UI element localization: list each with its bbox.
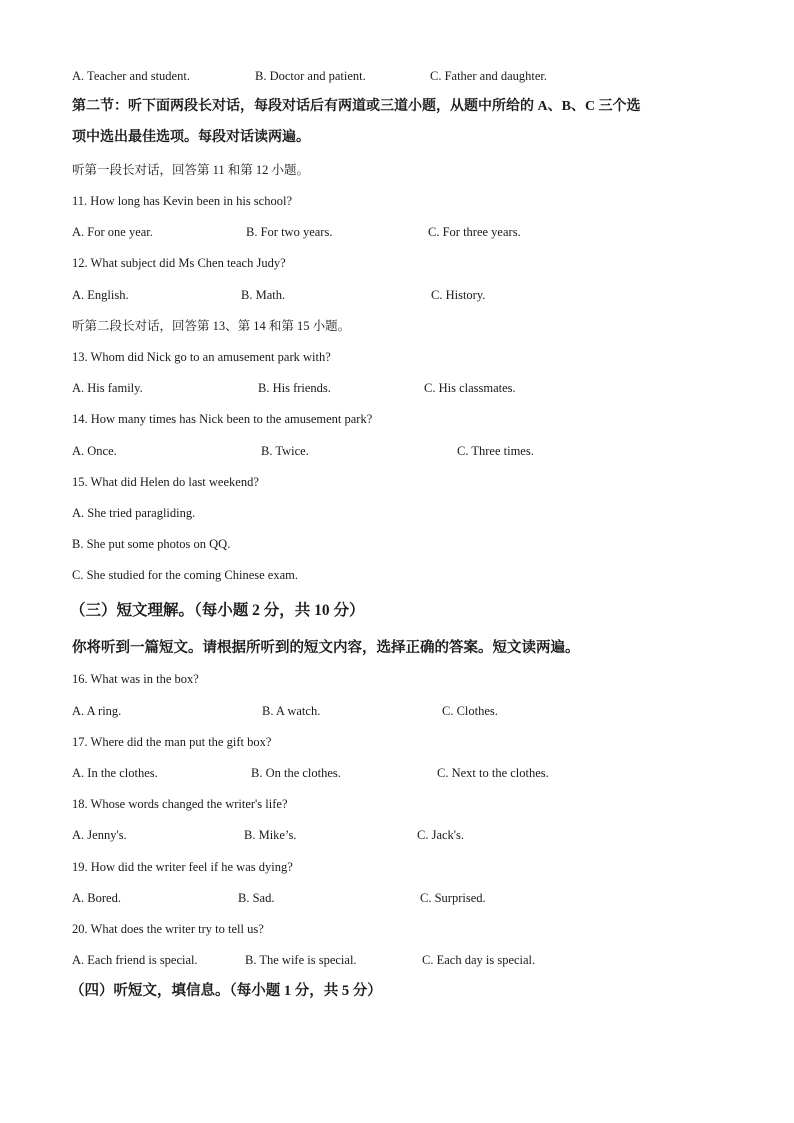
dialog1-intro: 听第一段长对话，回答第 11 和第 12 小题。 [72,163,310,177]
q20-option-b: B. The wife is special. [245,953,357,967]
q14-text: 14. How many times has Nick been to the amusement park? [72,412,373,426]
q20-text: 20. What does the writer try to tell us? [72,922,264,936]
q17-option-a: A. In the clothes. [72,766,158,780]
q13-option-a: A. His family. [72,381,143,395]
q16-option-b: B. A watch. [262,704,321,718]
q12-option-c: C. History. [431,288,486,302]
q19-text: 19. How did the writer feel if he was dying? [72,860,293,874]
q13-option-b: B. His friends. [258,381,331,395]
q20-option-a: A. Each friend is special. [72,953,198,967]
q15-option-b: B. She put some photos on QQ. [72,537,231,551]
q14-option-c: C. Three times. [457,444,534,458]
q19-option-c: C. Surprised. [420,891,486,905]
q18-option-a: A. Jenny's. [72,828,127,842]
q19-option-a: A. Bored. [72,891,121,905]
q16-option-c: C. Clothes. [442,704,498,718]
q13-option-c: C. His classmates. [424,381,516,395]
q14-option-a: A. Once. [72,444,117,458]
dialog2-intro: 听第二段长对话，回答第 13、第 14 和第 15 小题。 [72,319,351,333]
section3-instruction: 你将听到一篇短文。请根据所听到的短文内容，选择正确的答案。短文读两遍。 [72,640,580,656]
q10-option-c: C. Father and daughter. [430,69,547,83]
q12-text: 12. What subject did Ms Chen teach Judy? [72,256,286,270]
q17-option-b: B. On the clothes. [251,766,341,780]
section3-title: （三）短文理解。（每小题 2 分，共 10 分） [70,602,365,619]
q10-option-b: B. Doctor and patient. [255,69,366,83]
q11-option-a: A. For one year. [72,225,153,239]
q10-option-a: A. Teacher and student. [72,69,190,83]
q17-option-c: C. Next to the clothes. [437,766,549,780]
q15-option-a: A. She tried paragliding. [72,506,196,520]
q12-option-b: B. Math. [241,288,286,302]
section2-instruction-line2: 项中选出最佳选项。每段对话读两遍。 [72,130,310,145]
q18-option-b: B. Mike’s. [244,828,297,842]
q16-text: 16. What was in the box? [72,672,199,686]
q11-option-c: C. For three years. [428,225,521,239]
q13-text: 13. Whom did Nick go to an amusement park with? [72,350,331,364]
q14-option-b: B. Twice. [261,444,309,458]
q15-option-c: C. She studied for the coming Chinese exam. [72,568,299,582]
section2-instruction-line1: 第二节：听下面两段长对话，每段对话后有两道或三道小题，从题中所给的 A、B、C 三个选 [72,99,641,114]
q12-option-a: A. English. [72,288,129,302]
q18-text: 18. Whose words changed the writer's life? [72,797,288,811]
q11-text: 11. How long has Kevin been in his school? [72,194,292,208]
q17-text: 17. Where did the man put the gift box? [72,735,272,749]
q20-option-c: C. Each day is special. [422,953,536,967]
q15-text: 15. What did Helen do last weekend? [72,475,259,489]
q18-option-c: C. Jack's. [417,828,465,842]
q16-option-a: A. A ring. [72,704,122,718]
q11-option-b: B. For two years. [246,225,333,239]
q19-option-b: B. Sad. [238,891,275,905]
section4-title: （四）听短文，填信息。（每小题 1 分，共 5 分） [70,983,382,999]
